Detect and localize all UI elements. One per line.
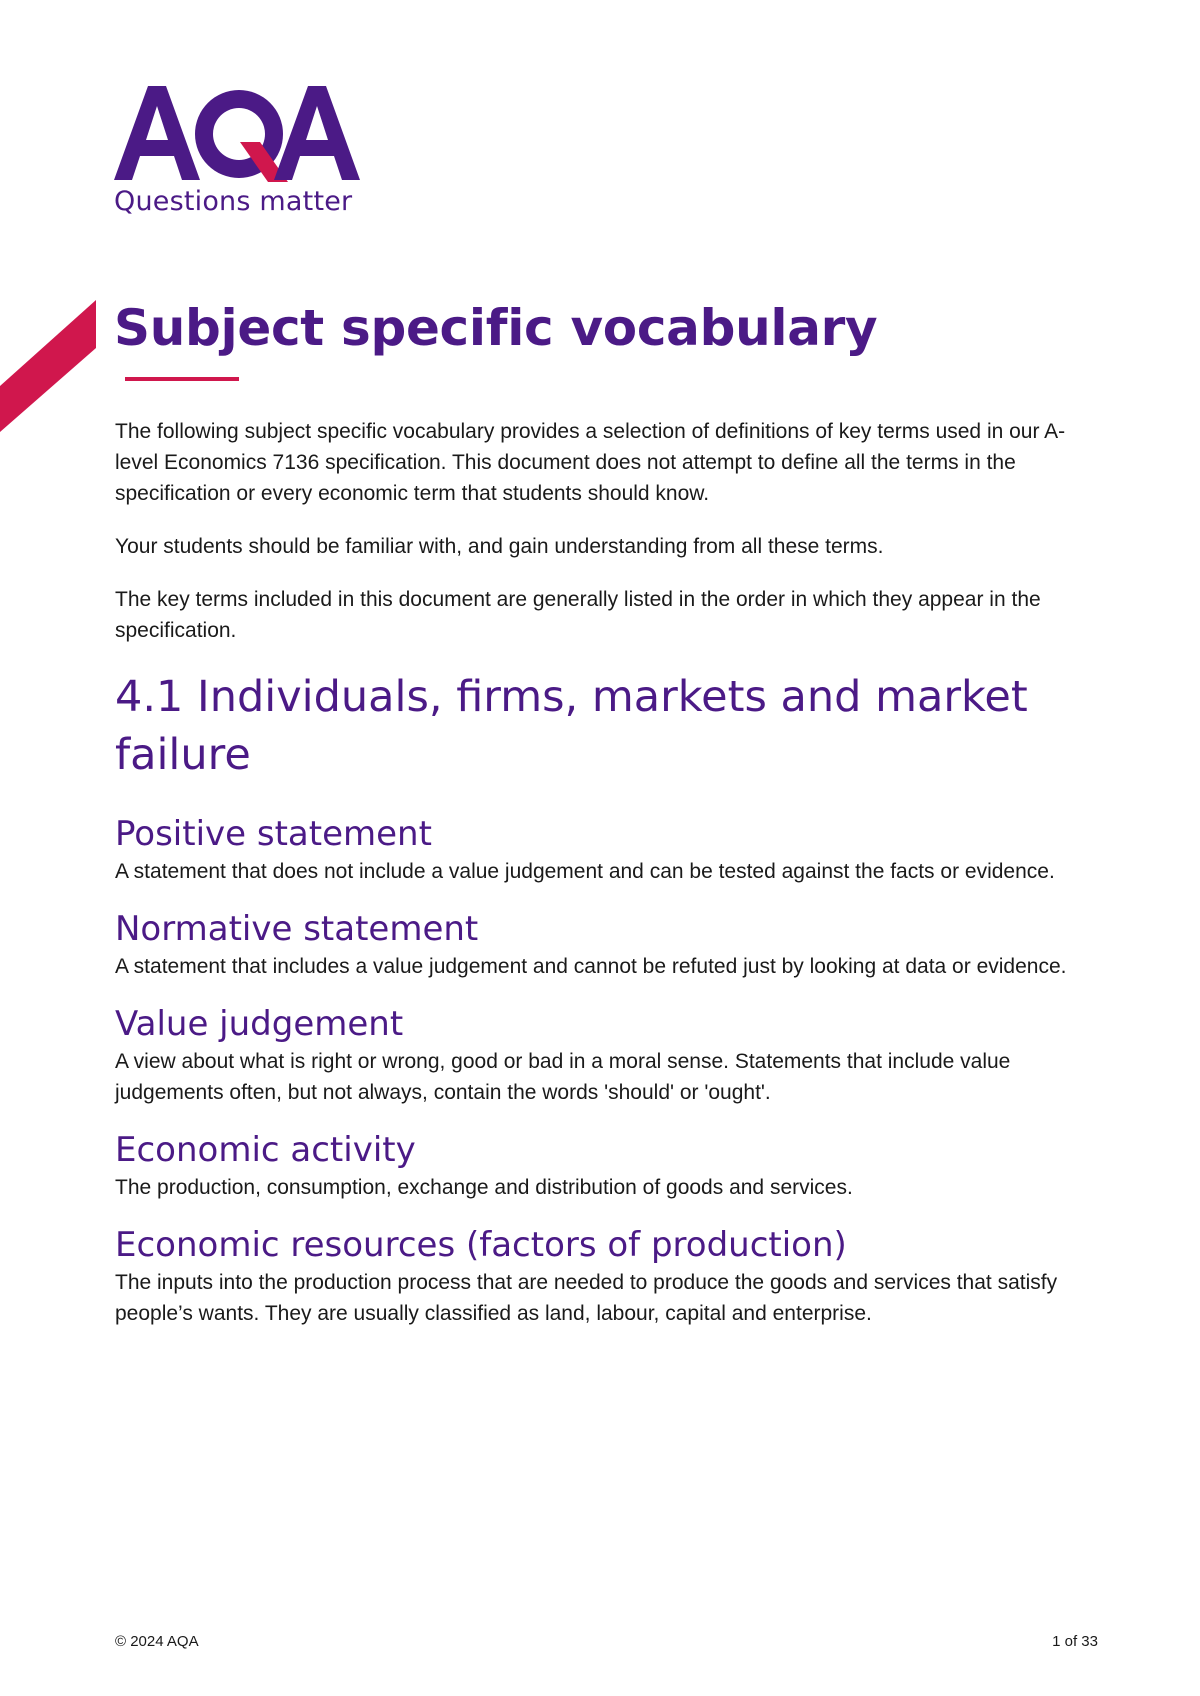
- intro-paragraph: Your students should be familiar with, and gain understanding from all these terms.: [115, 535, 884, 558]
- term-definition: A statement that includes a value judgement and cannot be refuted just by looking at data or evidence.: [115, 955, 1067, 978]
- section-heading: 4.1 Individuals, firms, markets and market failure: [115, 672, 1028, 780]
- intro-paragraph: The key terms included in this document are generally listed in the order in which they appear in the specification.: [115, 588, 1041, 642]
- term-entry: [115, 1223, 1100, 1329]
- aqa-logo-mark: [114, 84, 364, 184]
- term-heading: Economic activity: [115, 1130, 416, 1170]
- title-underline: [125, 377, 239, 381]
- term-entry: [115, 907, 1100, 982]
- term-definition: A statement that does not include a value judgement and can be tested against the facts or evidence.: [115, 860, 1055, 883]
- decorative-stripe: [0, 300, 96, 432]
- term-definition: The production, consumption, exchange and distribution of goods and services.: [115, 1176, 853, 1199]
- term-definition: A view about what is right or wrong, good or bad in a moral sense. Statements that include value judgements often, but not always, contain the words 'should' or 'ought'.: [115, 1050, 1011, 1104]
- term-entry: [115, 1002, 1100, 1108]
- footer-page-number: 1 of 33: [1052, 1633, 1098, 1650]
- footer-copyright: © 2024 AQA: [115, 1633, 199, 1650]
- logo-tagline: Questions matter: [114, 186, 353, 217]
- term-heading: Value judgement: [115, 1004, 404, 1044]
- term-entry: [115, 1128, 1100, 1203]
- term-heading: Positive statement: [115, 814, 432, 854]
- intro-paragraph: The following subject specific vocabulary provides a selection of definitions of key terms used in our A-level Economics 7136 specification. This document does not attempt to define all the terms in the specification or every economic term that students should know.: [115, 420, 1066, 505]
- page-title: Subject specific vocabulary: [114, 299, 878, 357]
- document-body: [115, 416, 1100, 1349]
- term-definition: The inputs into the production process that are needed to produce the goods and services that satisfy people’s wants. They are usually classified as land, labour, capital and enterprise.: [115, 1271, 1058, 1325]
- term-heading: Normative statement: [115, 909, 479, 949]
- term-heading: Economic resources (factors of production): [115, 1225, 847, 1265]
- term-entry: [115, 812, 1100, 887]
- aqa-logo: [114, 84, 374, 234]
